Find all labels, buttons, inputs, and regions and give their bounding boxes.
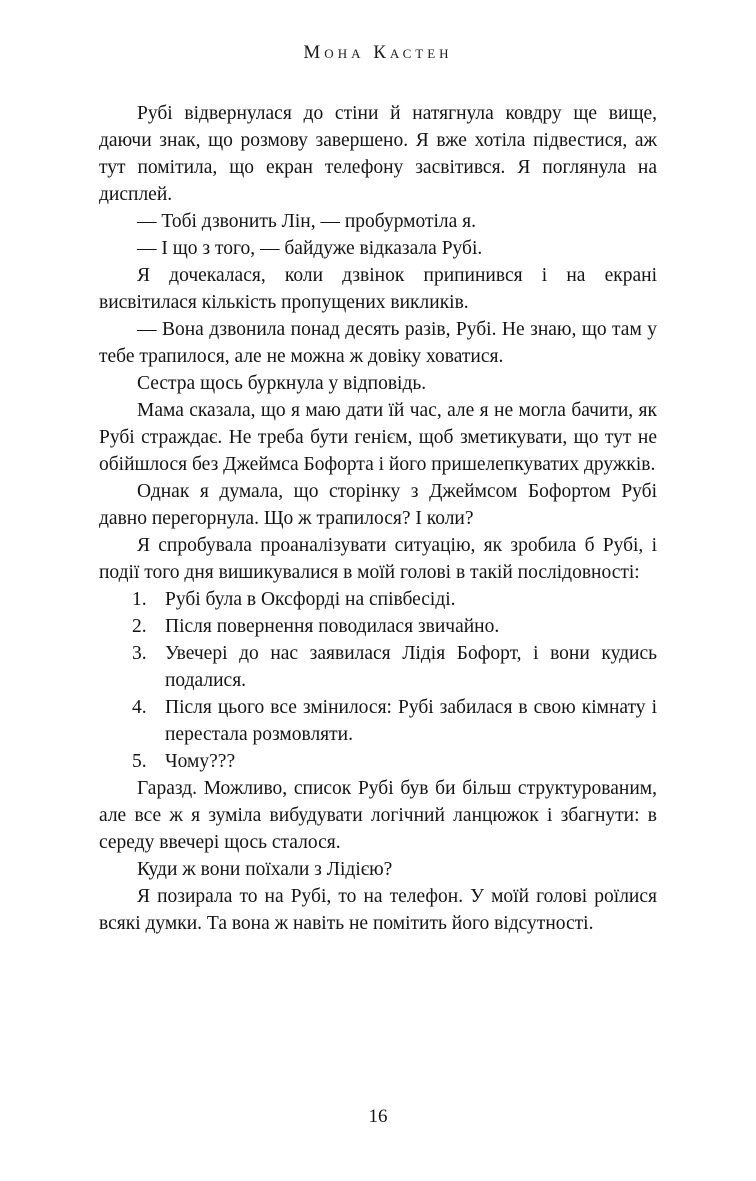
paragraph: Сестра щось буркнула у відповідь. <box>137 373 427 394</box>
list-item-number: 4. <box>132 697 147 718</box>
list-item-text: Рубі була в Оксфорді на співбесіді. <box>165 589 456 610</box>
list-item-number: 3. <box>132 643 147 664</box>
numbered-list <box>99 586 657 775</box>
author-header: Мона Кастен <box>303 42 453 63</box>
paragraph: Однак я думала, що сторінку з Джеймсом Бофортом Рубі давно перегорнула. Що ж трапилося? І коли? <box>99 481 657 529</box>
dialogue-paragraph: — Тобі дзвонить Лін, — пробурмотіла я. <box>137 211 477 232</box>
list-item <box>99 640 657 694</box>
dialogue-paragraph: — Вона дзвонила понад десять разів, Рубі. Не знаю, що там у тебе трапилося, але не можна ж довіку ховатися. <box>99 319 657 367</box>
page-number: 16 <box>368 1106 388 1127</box>
paragraph: Куди ж вони поїхали з Лідією? <box>137 859 393 880</box>
paragraph: Гаразд. Можливо, список Рубі був би більш структурованим, але все ж я зуміла вибудувати логічний ланцюжок і збагнути: в середу ввечері щось сталося. <box>99 778 657 853</box>
list-item <box>99 748 657 775</box>
page-body-text <box>99 100 657 937</box>
list-item <box>99 613 657 640</box>
list-item <box>99 694 657 748</box>
list-item-number: 5. <box>132 751 147 772</box>
list-item-text: Чому??? <box>165 751 236 772</box>
list-item-number: 2. <box>132 616 147 637</box>
paragraph: Рубі відвернулася до стіни й натягнула ковдру ще вище, даючи знак, що розмову завершено. Я вже хотіла підвестися, аж тут помітила, що екран телефону засвітився. Я поглянула на дисплей. <box>99 103 657 205</box>
paragraph: Я спробувала проаналізувати ситуацію, як зробила б Рубі, і події того дня вишикувалися в моїй голові в такій послідовності: <box>99 535 657 583</box>
list-item-text: Увечері до нас заявилася Лідія Бофорт, і вони кудись подалися. <box>165 643 657 691</box>
paragraph: Мама сказала, що я маю дати їй час, але я не могла бачити, як Рубі страждає. Не треба бути генієм, щоб зметикувати, що тут не обійшлося без Джеймса Бофорта і його пришелепкуватих дружків. <box>99 400 657 475</box>
paragraph: Я дочекалася, коли дзвінок припинився і на екрані висвітилася кількість пропущених викликів. <box>99 265 657 313</box>
list-item-text: Після цього все змінилося: Рубі забилася в свою кімнату і перестала розмовляти. <box>165 697 657 745</box>
dialogue-paragraph: — І що з того, — байдуже відказала Рубі. <box>137 238 483 259</box>
list-item-number: 1. <box>132 589 147 610</box>
paragraph: Я позирала то на Рубі, то на телефон. У моїй голові роїлися всякі думки. Та вона ж навіть не помітить його відсутності. <box>99 886 657 934</box>
list-item-text: Після повернення поводилася звичайно. <box>165 616 500 637</box>
list-item <box>99 586 657 613</box>
